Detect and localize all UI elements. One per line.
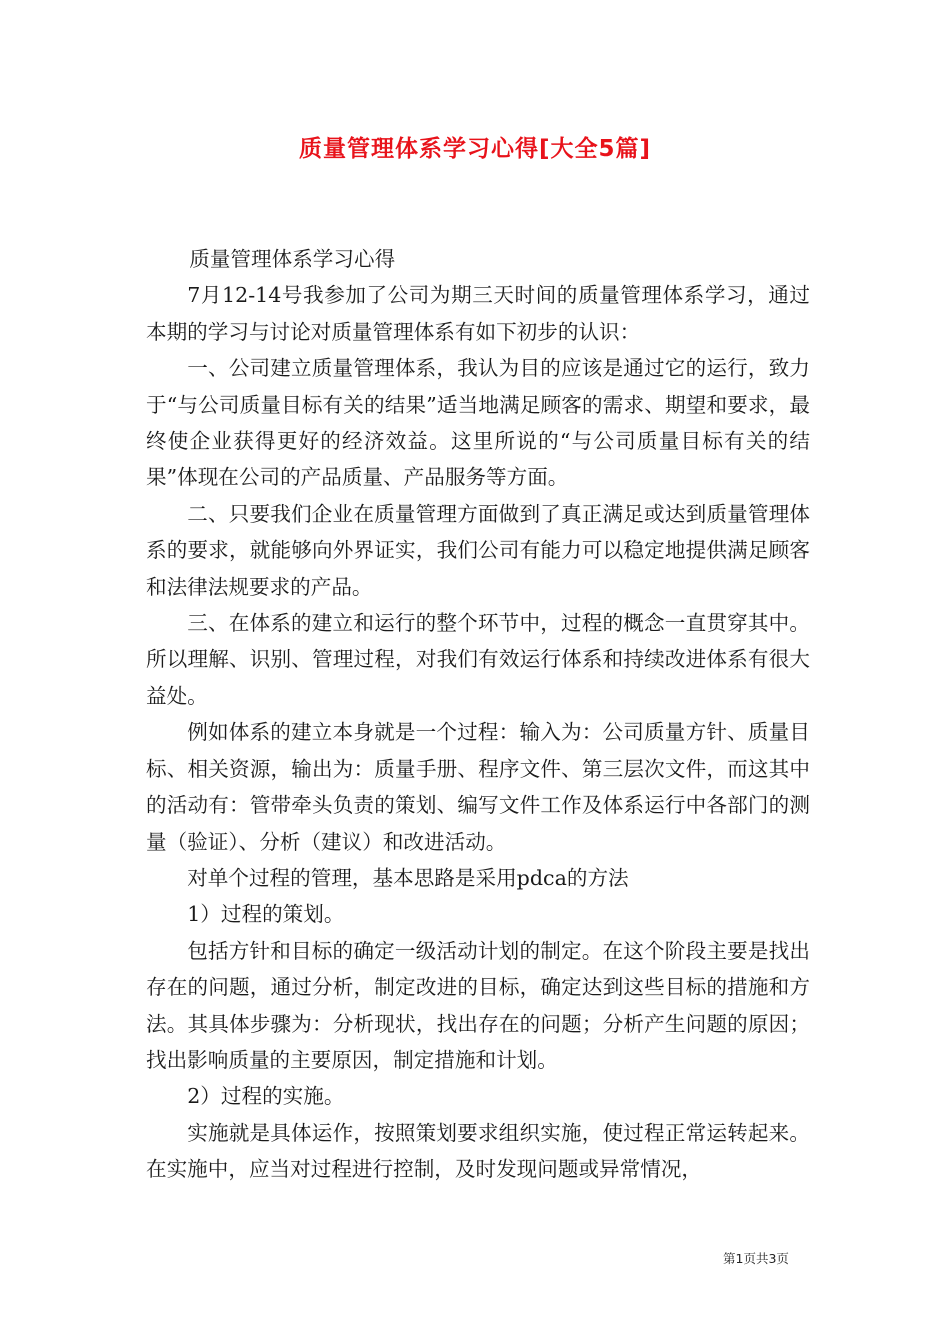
paragraph: 包括方针和目标的确定一级活动计划的制定。在这个阶段主要是找出存在的问题，通过分析，制定改进的目标，确定达到这些目标的措施和方法。其具体步骤为：分析现状，找出存在的问题；分析产生问题的原因；找出影响质量的主要原因，制定措施和计划。 xyxy=(146,938,810,1072)
paragraph: 1）过程的策划。 xyxy=(187,902,345,927)
page-number: 第1页共3页 xyxy=(723,1251,789,1266)
paragraph: 2）过程的实施。 xyxy=(187,1084,345,1109)
paragraph: 对单个过程的管理，基本思路是采用pdca的方法 xyxy=(187,865,629,890)
paragraph: 一、公司建立质量管理体系，我认为目的应该是通过它的运行，致力于“与公司质量目标有关的结果”适当地满足顾客的需求、期望和要求，最终使企业获得更好的经济效益。这里所说的“与公司质量目标有关的结果”体现在公司的产品质量、产品服务等方面。 xyxy=(146,356,810,490)
paragraph: 二、只要我们企业在质量管理方面做到了真正满足或达到质量管理体系的要求，就能够向外界证实，我们公司有能力可以稳定地提供满足顾客和法律法规要求的产品。 xyxy=(146,501,810,599)
document-title: 质量管理体系学习心得[大全5篇] xyxy=(298,136,652,162)
paragraph: 例如体系的建立本身就是一个过程：输入为：公司质量方针、质量目标、相关资源，输出为：质量手册、程序文件、第三层次文件，而这其中的活动有：管带牵头负责的策划、编写文件工作及体系运行中各部门的测量（验证）、分析（建议）和改进活动。 xyxy=(146,720,810,854)
paragraph: 三、在体系的建立和运行的整个环节中，过程的概念一直贯穿其中。所以理解、识别、管理过程，对我们有效运行体系和持续改进体系有很大益处。 xyxy=(146,611,810,708)
paragraph: 7月12-14号我参加了公司为期三天时间的质量管理体系学习，通过本期的学习与讨论对质量管理体系有如下初步的认识： xyxy=(146,283,810,344)
paragraph: 实施就是具体运作，按照策划要求组织实施，使过程正常运转起来。在实施中，应当对过程进行控制，及时发现问题或异常情况， xyxy=(146,1120,810,1182)
section-heading: 质量管理体系学习心得 xyxy=(189,247,396,271)
document-body xyxy=(146,241,810,1188)
